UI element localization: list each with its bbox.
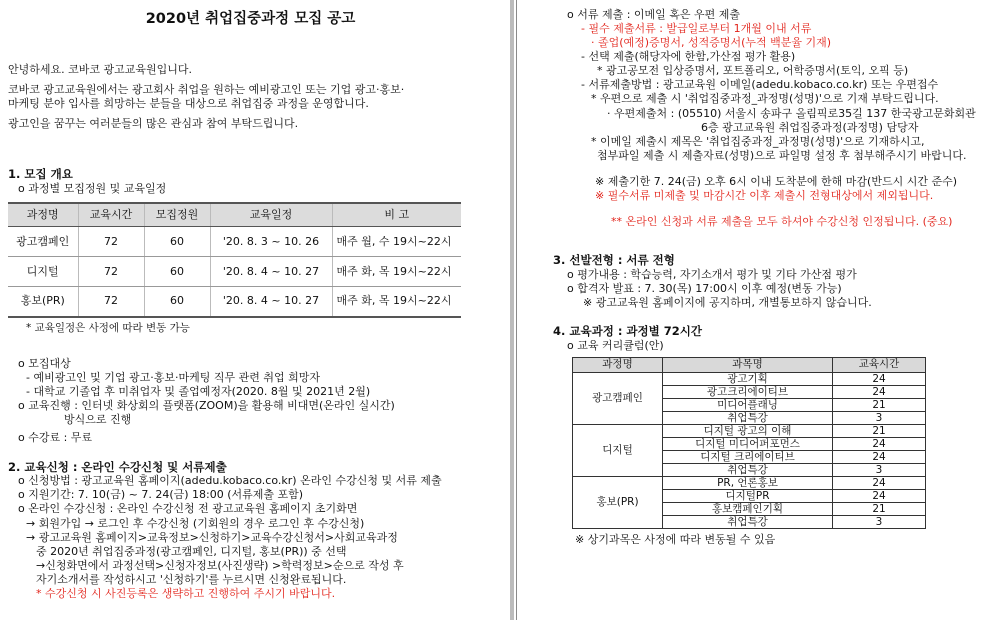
table-cell: 24: [833, 437, 926, 450]
subheading: o 교육 커리큘럼(안): [567, 338, 664, 352]
intro-line: 안녕하세요. 코바코 광고교육원입니다.: [8, 62, 193, 76]
selection-line: o 평가내용 : 학습능력, 자기소개서 평가 및 기타 가산점 평가: [567, 267, 857, 281]
table-header-row: [573, 357, 926, 372]
apply-line: o 지원기간: 7. 10(금) ~ 7. 24(금) 18:00 (서류제출 포함): [18, 488, 304, 502]
column-header: 과정명: [8, 203, 78, 227]
table-cell: 72: [78, 257, 144, 287]
table-cell: 디지털 미디어퍼포먼스: [663, 437, 833, 450]
table-cell: 60: [144, 227, 210, 257]
table-cell: 24: [833, 372, 926, 385]
table-cell: 3: [833, 515, 926, 528]
section-heading: 2. 교육신청 : 온라인 수강신청 및 서류제출: [8, 459, 227, 474]
course-name-cell: 디지털: [573, 424, 663, 476]
table-row: [573, 424, 926, 437]
table-cell: 21: [833, 398, 926, 411]
target-line: - 예비광고인 및 기업 광고·홍보·마케팅 직무 관련 취업 희망자: [26, 371, 320, 385]
table-cell: 디지털 광고의 이해: [663, 424, 833, 437]
doc-line: * 광고공모전 입상증명서, 포트폴리오, 어학증명서(토익, 오픽 등): [597, 64, 909, 78]
doc-line: * 이메일 제출시 제목은 '취업집중과정_과정명(성명)'으로 기재하시고,: [591, 134, 925, 148]
table-cell: 60: [144, 257, 210, 287]
table-cell: 3: [833, 463, 926, 476]
course-name-cell: 광고캠페인: [573, 372, 663, 424]
target-heading: o 모집대상: [18, 357, 71, 371]
section-heading: 4. 교육과정 : 과정별 72시간: [553, 324, 702, 339]
curriculum-note: ※ 상기과목은 사정에 따라 변동될 수 있음: [575, 532, 776, 546]
apply-line: o 신청방법 : 광고교육원 홈페이지(adedu.kobaco.co.kr) 온라인 수강신청 및 서류 제출: [18, 474, 442, 488]
table-cell: 24: [833, 476, 926, 489]
course-name-cell: 홍보(PR): [573, 476, 663, 528]
column-header: 교육시간: [78, 203, 144, 227]
doc-line: - 서류제출방법 : 광고교육원 이메일(adedu.kobaco.co.kr) 또는 우편접수: [581, 78, 939, 92]
selection-line: ※ 광고교육원 홈페이지에 공지하며, 개별통보하지 않습니다.: [583, 295, 872, 309]
apply-note: * 수강신청 시 사진등록은 생략하고 진행하여 주시기 바랍니다.: [36, 586, 336, 600]
table-cell: 21: [833, 502, 926, 515]
table-cell: 매주 화, 목 19시~22시: [332, 257, 461, 287]
apply-line: 자기소개서를 작성하시고 '신청하기'를 누르시면 신청완료됩니다.: [36, 572, 347, 586]
selection-line: o 합격자 발표 : 7. 30(목) 17:00시 이후 예정(변동 가능): [567, 281, 842, 295]
apply-line: 중 2020년 취업집중과정(광고캠페인, 디지털, 홍보(PR)) 중 선택: [36, 544, 347, 558]
table-cell: 홍보캠페인기획: [663, 502, 833, 515]
intro-line: 광고인을 꿈꾸는 여러분들의 많은 관심과 참여 부탁드립니다.: [8, 116, 299, 130]
page-divider-line: [516, 0, 517, 620]
section-heading: 3. 선발전형 : 서류 전형: [553, 253, 675, 268]
table-cell: 광고캠페인: [8, 227, 78, 257]
table-cell: 3: [833, 411, 926, 424]
table-cell: 취업특강: [663, 515, 833, 528]
deadline-line: ※ 필수서류 미제출 및 마감시간 이후 제출시 전형대상에서 제외됩니다.: [595, 188, 934, 202]
table-cell: '20. 8. 4 ~ 10. 27: [210, 287, 332, 317]
curriculum-table: [572, 357, 926, 529]
table-cell: 72: [78, 227, 144, 257]
apply-line: →신청화면에서 과정선택>신청자정보(사진생략) >학력정보>순으로 작성 후: [36, 558, 404, 572]
doc-line: o 서류 제출 : 이메일 혹은 우편 제출: [567, 8, 741, 21]
intro-line: 코바코 광고교육원에서는 광고회사 취업을 원하는 예비광고인 또는 기업 광고·홍보·: [8, 82, 405, 96]
fee-line: o 수강료 : 무료: [18, 431, 93, 445]
table-row: [8, 287, 461, 317]
column-header: 과목명: [663, 357, 833, 372]
intro-line: 마케팅 분야 입사를 희망하는 분들을 대상으로 취업집중 과정을 운영합니다.: [8, 96, 369, 110]
table-cell: 디지털: [8, 257, 78, 287]
table-cell: 광고크리에이티브: [663, 385, 833, 398]
table-cell: 디지털PR: [663, 489, 833, 502]
doc-line: 6층 광고교육원 취업집중과정(과정명) 담당자: [701, 120, 919, 134]
doc-line: - 필수 제출서류 : 발급일로부터 1개월 이내 서류: [581, 22, 812, 36]
apply-line: → 회원가입 → 로그인 후 수강신청 (기회원의 경우 로그인 후 수강신청): [26, 516, 365, 530]
table-header-row: [8, 203, 461, 227]
doc-line: · 졸업(예정)증명서, 성적증명서(누적 백분율 기재): [591, 36, 832, 50]
schedule-note: * 교육일정은 사정에 따라 변동 가능: [26, 321, 190, 334]
deadline-line: ** 온라인 신청과 서류 제출을 모두 하셔야 수강신청 인정됩니다. (중요): [611, 215, 953, 229]
subheading: o 과정별 모집정원 및 교육일정: [18, 181, 167, 195]
table-cell: 24: [833, 489, 926, 502]
table-cell: 미디어플래닝: [663, 398, 833, 411]
table-cell: 취업특강: [663, 411, 833, 424]
table-cell: 취업특강: [663, 463, 833, 476]
method-line: 방식으로 진행: [64, 413, 132, 427]
table-row: [573, 476, 926, 489]
table-cell: 광고기획: [663, 372, 833, 385]
page-divider: [510, 0, 514, 620]
column-header: 과정명: [573, 357, 663, 372]
table-cell: 21: [833, 424, 926, 437]
table-cell: PR, 언론홍보: [663, 476, 833, 489]
method-line: o 교육진행 : 인터넷 화상회의 플랫폼(ZOOM)을 활용해 비대면(온라인 실시간): [18, 399, 395, 413]
section-heading: 1. 모집 개요: [8, 166, 73, 181]
table-cell: 60: [144, 287, 210, 317]
table-row: [8, 227, 461, 257]
schedule-table: [8, 202, 461, 318]
apply-line: → 광고교육원 홈페이지>교육정보>신청하기>교육수강신청서>사회교육과정: [26, 530, 398, 544]
doc-line: - 선택 제출(해당자에 한함,가산점 평가 활용): [581, 50, 796, 64]
doc-line: 첨부파일 제출 시 제출자료(성명)으로 파일명 설정 후 첨부해주시기 바랍니다.: [597, 148, 967, 162]
column-header: 모집정원: [144, 203, 210, 227]
column-header: 교육일정: [210, 203, 332, 227]
table-cell: 디지털 크리에이티브: [663, 450, 833, 463]
document-page-right: [521, 0, 1004, 620]
table-cell: '20. 8. 3 ~ 10. 26: [210, 227, 332, 257]
table-row: [573, 372, 926, 385]
deadline-line: ※ 제출기한 7. 24(금) 오후 6시 이내 도착분에 한해 마감(반드시 시간 준수): [595, 174, 957, 188]
table-cell: 24: [833, 450, 926, 463]
page-title: 2020년 취업집중과정 모집 공고: [145, 11, 356, 27]
target-line: - 대학교 기졸업 후 미취업자 및 졸업예정자(2020. 8월 및 2021년 2월): [26, 385, 371, 399]
doc-line: · 우편제출처 : (05510) 서울시 송파구 올림픽로35길 137 한국광고문화회관: [607, 106, 976, 120]
table-cell: 72: [78, 287, 144, 317]
doc-line: * 우편으로 제출 시 '취업집중과정_과정명(성명)'으로 기재 부탁드립니다.: [591, 92, 939, 106]
table-cell: 매주 화, 목 19시~22시: [332, 287, 461, 317]
table-cell: 매주 월, 수 19시~22시: [332, 227, 461, 257]
column-header: 비 고: [332, 203, 461, 227]
table-cell: 홍보(PR): [8, 287, 78, 317]
apply-line: o 온라인 수강신청 : 온라인 수강신청 전 광고교육원 홈페이지 초기화면: [18, 502, 358, 516]
table-cell: '20. 8. 4 ~ 10. 27: [210, 257, 332, 287]
column-header: 교육시간: [833, 357, 926, 372]
table-cell: 24: [833, 385, 926, 398]
table-row: [8, 257, 461, 287]
